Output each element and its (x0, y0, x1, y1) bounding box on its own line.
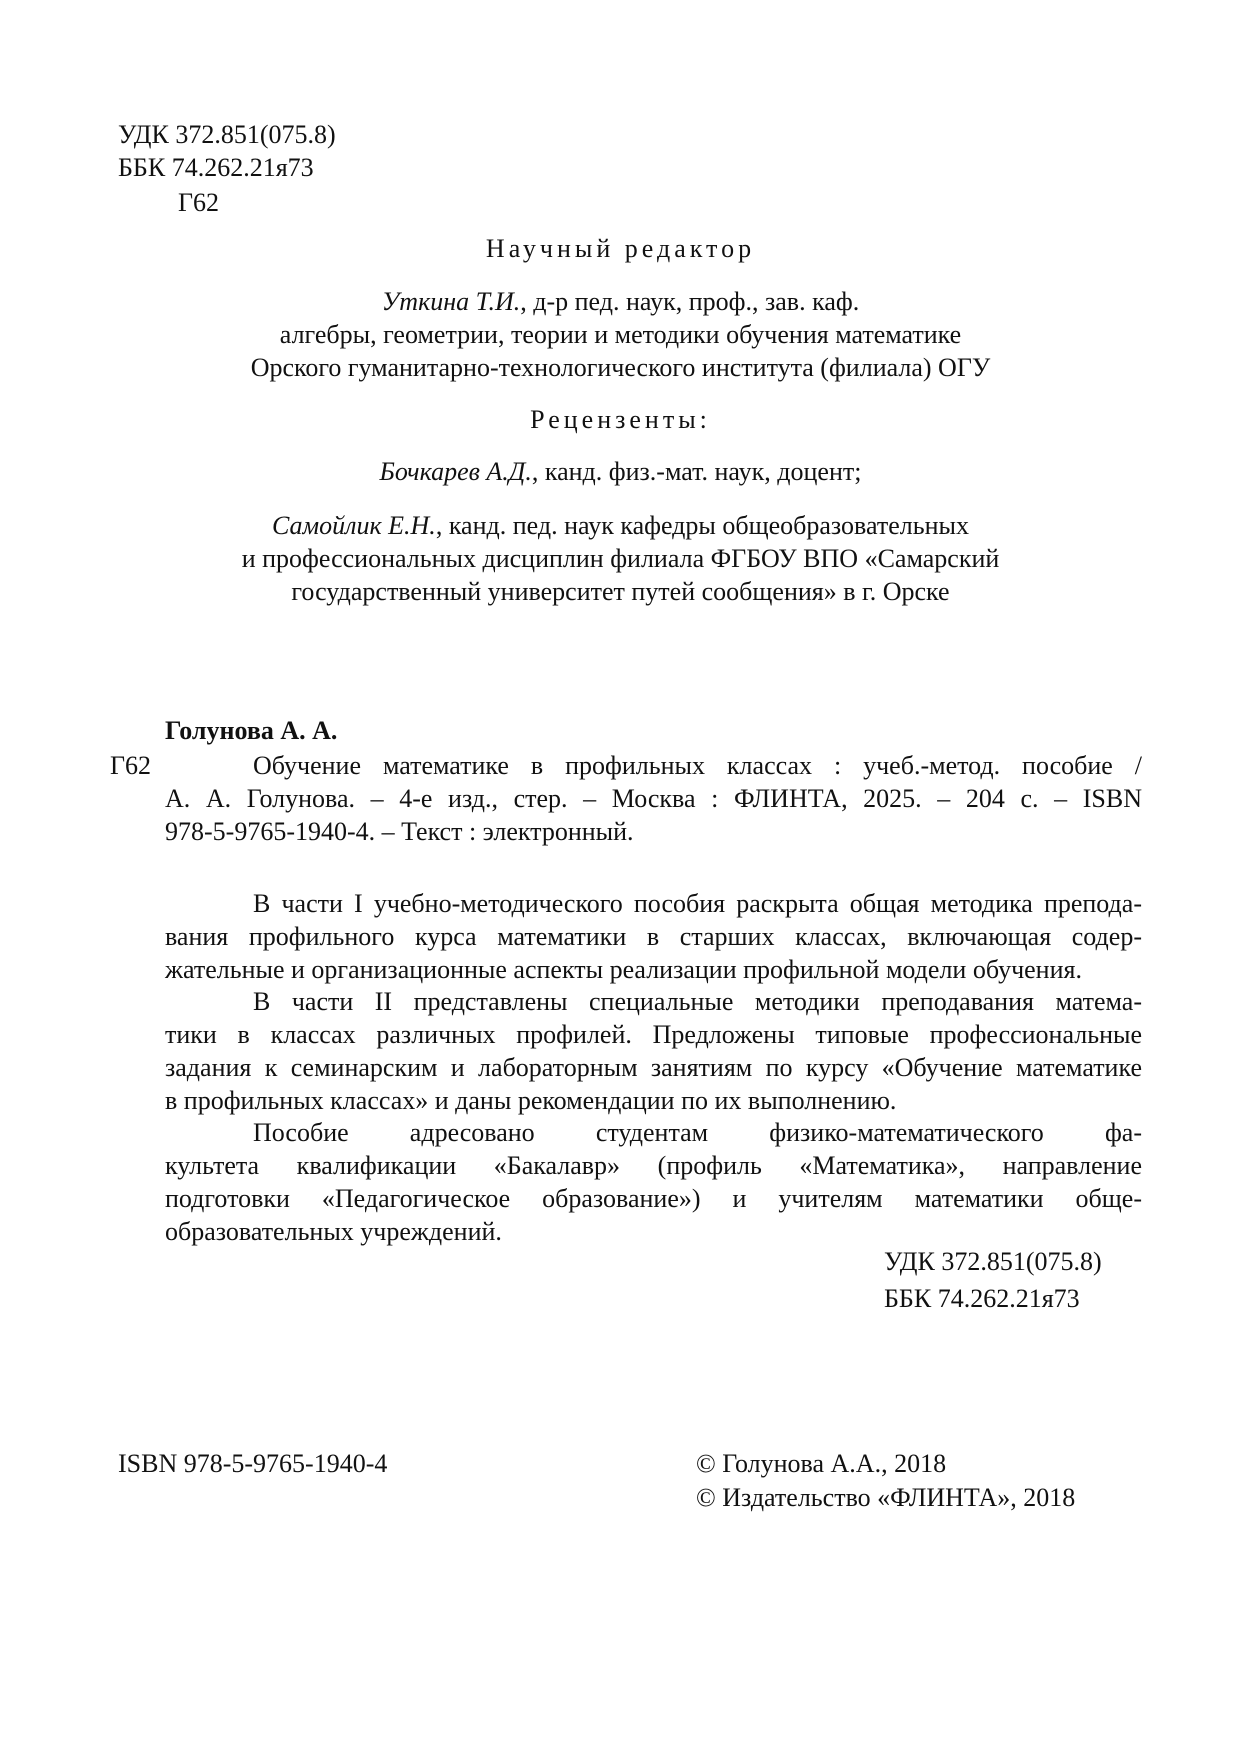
annotation-line: культета квалификации «Бакалавр» (профиль «Математика», направление (165, 1151, 1142, 1180)
annotation-line: жательные и организационные аспекты реализации профильной модели обучения. (165, 955, 1082, 984)
reviewer-1-name: Бочкарев А.Д. (379, 457, 532, 486)
editor-line-2: алгебры, геометрии, теории и методики обучения математике (279, 320, 962, 349)
reviewer-2-title: , канд. пед. наук кафедры общеобразовательных (435, 511, 969, 540)
reviewer-1-title: , канд. физ.-мат. наук, доцент; (531, 457, 862, 486)
annotation-line: образовательных учреждений. (165, 1217, 502, 1246)
author-mark-bibliography: Г62 (110, 751, 152, 780)
editor-line-3: Орского гуманитарно-технологического института (филиала) ОГУ (250, 353, 991, 382)
annotation-paragraph-3 (165, 1116, 1142, 1248)
scientific-editor-heading: Научный редактор (485, 234, 756, 263)
reviewers-heading: Рецензенты: (530, 405, 711, 434)
biblio-line-2: А. А. Голунова. – 4-е изд., стер. – Москва : ФЛИНТА, 2025. – 204 с. – ISBN (165, 784, 1142, 813)
bibliographic-description (165, 749, 1142, 848)
copyright-publisher: © Издательство «ФЛИНТА», 2018 (696, 1483, 1076, 1512)
annotation-paragraph-1 (165, 887, 1142, 986)
editor-line-1 (0, 285, 1241, 318)
annotation-line: В части I учебно-методического пособия раскрыта общая методика препода- (253, 889, 1142, 918)
annotation-paragraph-2 (165, 985, 1142, 1117)
annotation-line: В части II представлены специальные методики преподавания матема- (253, 987, 1142, 1016)
reviewer-2-line-2: и профессиональных дисциплин филиала ФГБОУ ВПО «Самарский (241, 544, 1000, 573)
scientific-editor-info (0, 285, 1241, 384)
reviewer-2 (0, 509, 1241, 608)
annotation-line: в профильных классах» и даны рекомендации по их выполнению. (165, 1086, 897, 1115)
isbn: ISBN 978-5-9765-1940-4 (118, 1449, 388, 1478)
annotation-line: тики в классах различных профилей. Предложены типовые профессиональные (165, 1020, 1142, 1049)
reviewer-2-name: Самойлик Е.Н. (272, 511, 436, 540)
author-heading: Голунова А. А. (165, 716, 338, 745)
reviewer-2-line-1 (0, 509, 1241, 542)
editor-title: , д-р пед. наук, проф., зав. каф. (520, 287, 860, 316)
udk-code-bottom: УДК 372.851(075.8) (884, 1247, 1102, 1276)
annotation-line: задания к семинарским и лабораторным занятиям по курсу «Обучение математике (165, 1053, 1142, 1082)
reviewer-1 (0, 455, 1241, 488)
annotation-line: подготовки «Педагогическое образование») и учителям математики обще- (165, 1184, 1142, 1213)
reviewer-2-line-3: государственный университет путей сообщения» в г. Орске (291, 577, 950, 606)
bbk-code-top: ББК 74.262.21я73 (118, 153, 314, 182)
author-mark-top: Г62 (178, 188, 220, 217)
biblio-line-1: Обучение математике в профильных классах : учеб.-метод. пособие / (253, 751, 1142, 780)
bbk-code-bottom: ББК 74.262.21я73 (884, 1284, 1080, 1313)
biblio-line-3: 978-5-9765-1940-4. – Текст : электронный. (165, 817, 634, 846)
annotation-line: вания профильного курса математики в старших классах, включающая содер- (165, 922, 1142, 951)
editor-name: Уткина Т.И. (381, 287, 521, 316)
udk-code-top: УДК 372.851(075.8) (118, 120, 336, 149)
copyright-author: © Голунова А.А., 2018 (696, 1449, 947, 1478)
annotation-line: Пособие адресовано студентам физико-математического фа- (253, 1118, 1142, 1147)
